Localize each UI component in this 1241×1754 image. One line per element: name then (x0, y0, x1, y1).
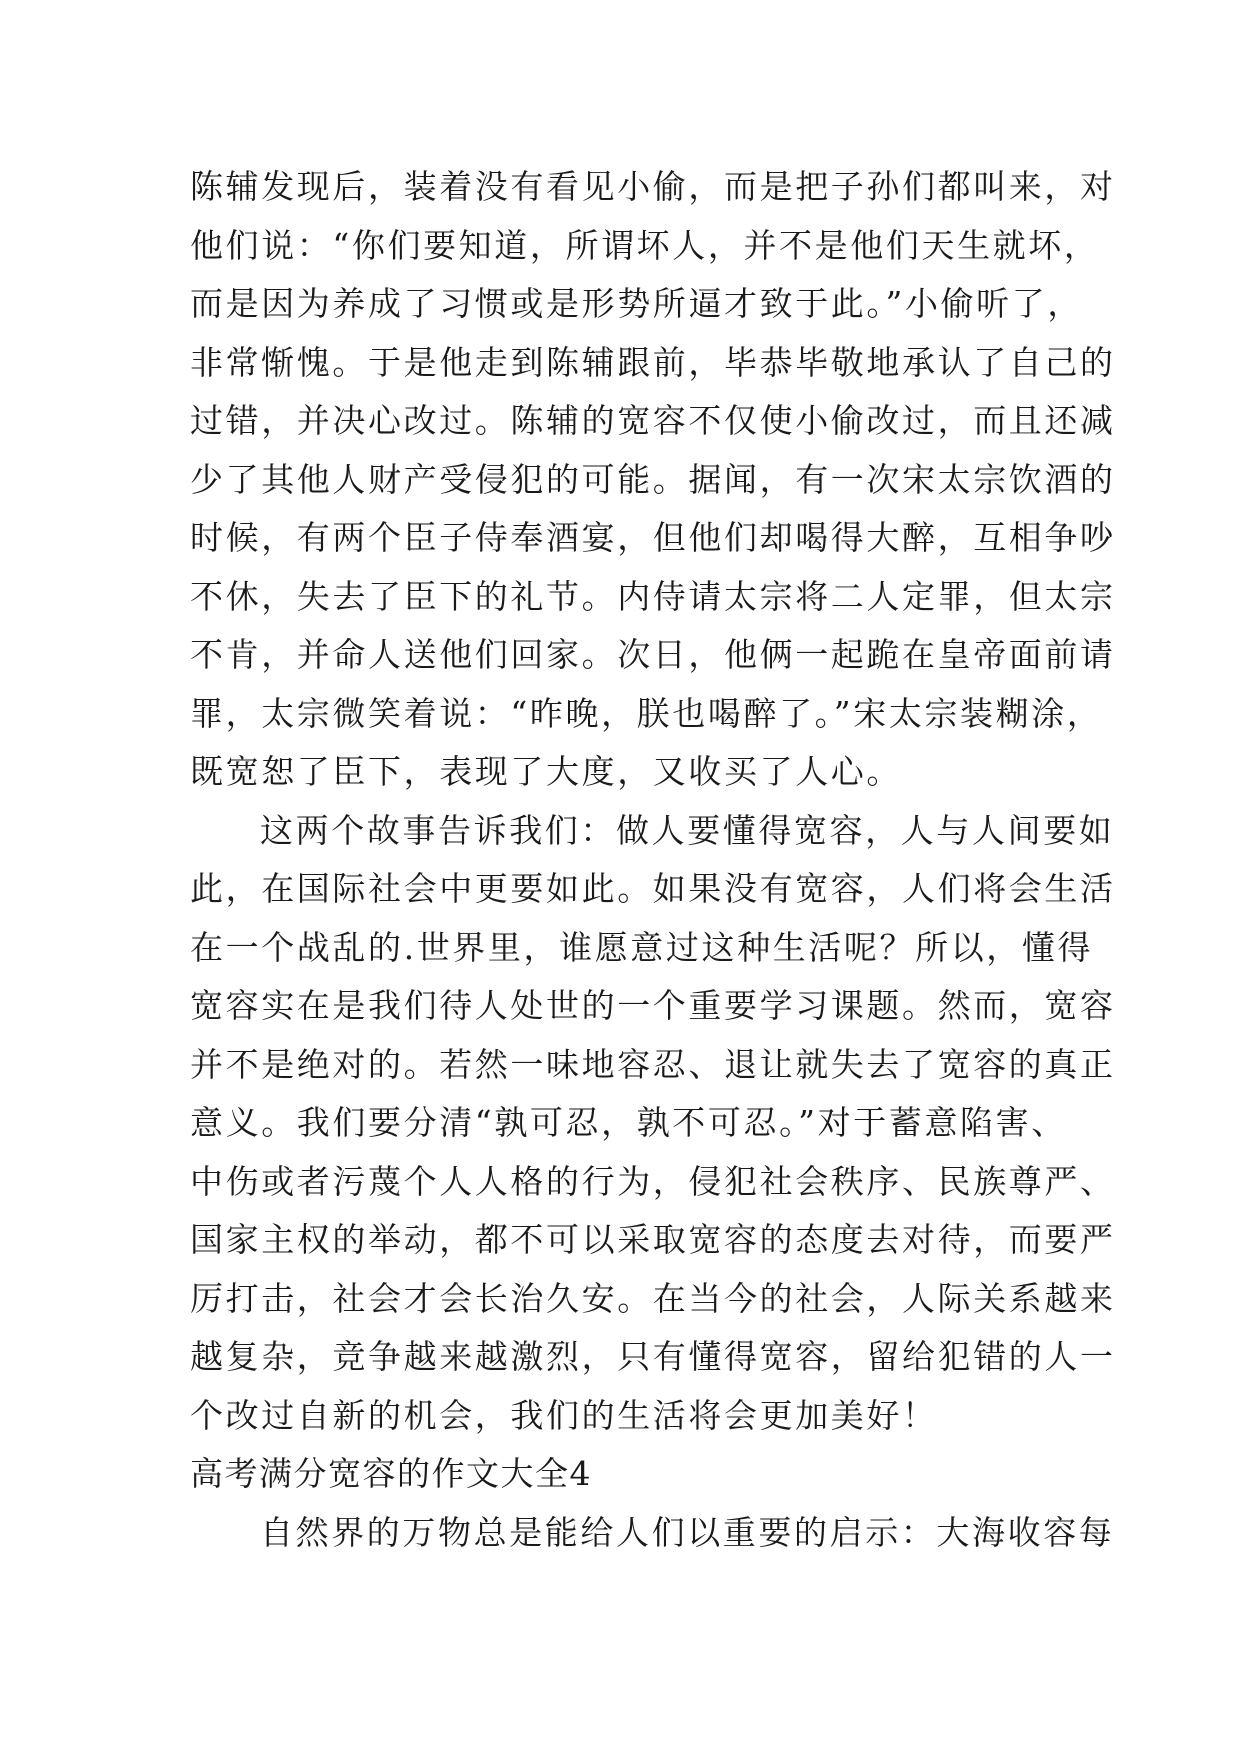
paragraph-line: 少了其他人财产受侵犯的可能。据闻，有一次宋太宗饮酒的 (190, 459, 1116, 499)
paragraph-line: 这两个故事告诉我们：做人要懂得宽容，人与人间要如 (260, 810, 1115, 850)
paragraph-line: 中伤或者污蔑个人人格的行为，侵犯社会秩序、民族尊严、 (190, 1161, 1116, 1201)
paragraph-line: 非常惭愧。于是他走到陈辅跟前，毕恭毕敬地承认了自己的 (190, 342, 1116, 382)
paragraph-line: 厉打击，社会才会长治久安。在当今的社会，人际关系越来 (190, 1278, 1116, 1318)
paragraph-line: 陈辅发现后，装着没有看见小偷，而是把子孙们都叫来，对 (190, 167, 1116, 206)
paragraph-line: 罪，太宗微笑着说：“昨晚，朕也喝醉了。”宋太宗装糊涂， (190, 693, 1103, 733)
paragraph-line: 在一个战乱的.世界里，谁愿意过这种生活呢？所以，懂得 (190, 927, 1094, 967)
paragraph-line: 而是因为养成了习惯或是形势所逼才致于此。”小偷听了， (190, 284, 1083, 323)
essay-text (190, 158, 1116, 1562)
paragraph-line: 宽容实在是我们待人处世的一个重要学习课题。然而，宽容 (190, 986, 1116, 1025)
paragraph-line: 国家主权的举动，都不可以采取宽容的态度去对待，而要严 (190, 1220, 1116, 1259)
paragraph-line: 既宽恕了臣下，表现了大度，又收买了人心。 (190, 752, 902, 791)
paragraph-line: 过错，并决心改过。陈辅的宽容不仅使小偷改过，而且还减 (190, 401, 1116, 440)
paragraph-line: 并不是绝对的。若然一味地容忍、退让就失去了宽容的真正 (190, 1044, 1116, 1084)
paragraph-line: 时候，有两个臣子侍奉酒宴，但他们却喝得大醉，互相争吵 (190, 518, 1116, 557)
paragraph-line: 他们说：“你们要知道，所谓坏人，并不是他们天生就坏， (190, 225, 1100, 265)
paragraph-line: 不休，失去了臣下的礼节。内侍请太宗将二人定罪，但太宗 (190, 576, 1116, 616)
paragraph-line: 此，在国际社会中更要如此。如果没有宽容，人们将会生活 (190, 869, 1116, 908)
paragraph-line: 不肯，并命人送他们回家。次日，他俩一起跪在皇帝面前请 (190, 635, 1116, 674)
section-heading: 高考满分宽容的作文大全4 (190, 1454, 592, 1493)
paragraph-line: 自然界的万物总是能给人们以重要的启示：大海收容每 (260, 1512, 1115, 1552)
paragraph-line: 越复杂，竞争越来越激烈，只有懂得宽容，留给犯错的人一 (190, 1337, 1116, 1376)
paragraph-line: 意义。我们要分清“孰可忍，孰不可忍。”对于蓄意陷害、 (190, 1103, 1067, 1142)
paragraph-line: 个改过自新的机会，我们的生活将会更加美好！ (190, 1395, 938, 1435)
